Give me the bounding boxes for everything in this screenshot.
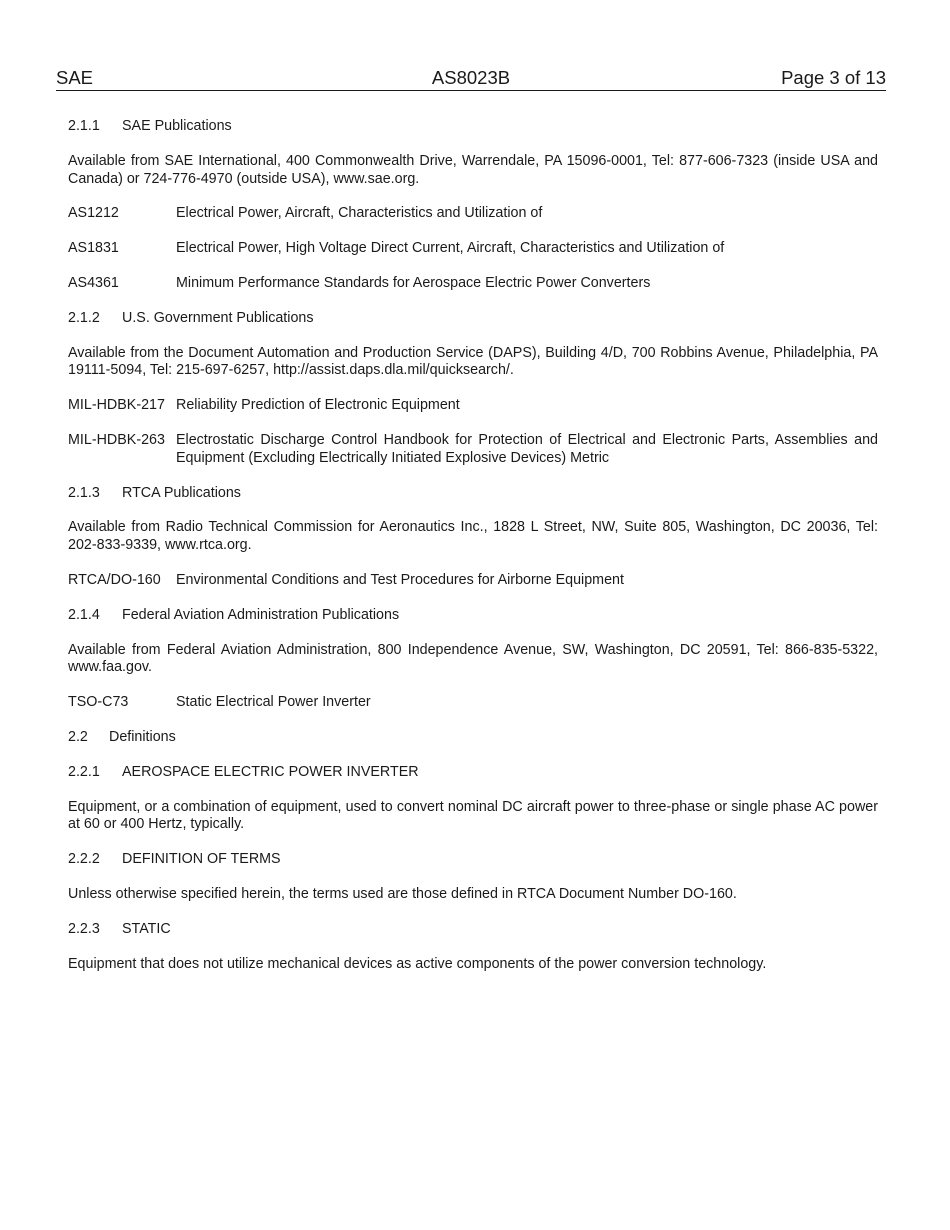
page-header: [56, 66, 886, 91]
section-heading-2-2: [68, 729, 878, 747]
reference-item: [68, 275, 878, 293]
reference-code: RTCA/DO-160: [68, 571, 161, 588]
reference-title: Electrostatic Discharge Control Handbook for Protection of Electrical and Electronic Parts, Assemblies and Equipment (Excluding Electrically Initiated Explosive Devices) Metric: [176, 431, 878, 466]
reference-title: Minimum Performance Standards for Aerospace Electric Power Converters: [176, 274, 651, 291]
section-title: STATIC: [122, 920, 171, 937]
section-paragraph: Available from Federal Aviation Administration, 800 Independence Avenue, SW, Washington, DC 20591, Tel: 866-835-5322, www.faa.gov.: [68, 641, 878, 676]
section-heading-2-1-3: [68, 485, 878, 503]
reference-title: Electrical Power, High Voltage Direct Current, Aircraft, Characteristics and Utilization of: [176, 240, 725, 257]
reference-title: Environmental Conditions and Test Procedures for Airborne Equipment: [176, 571, 624, 588]
section-heading-2-1-2: [68, 310, 878, 328]
section-paragraph: Available from Radio Technical Commission for Aeronautics Inc., 1828 L Street, NW, Suite 805, Washington, DC 20036, Tel: 202-833-9339, www.rtca.org.: [68, 519, 878, 554]
reference-item: [68, 205, 878, 223]
reference-code: AS1212: [68, 205, 119, 222]
section-title: Federal Aviation Administration Publications: [122, 606, 400, 623]
section-title: AEROSPACE ELECTRIC POWER INVERTER: [122, 763, 419, 780]
section-paragraph: Available from SAE International, 400 Commonwealth Drive, Warrendale, PA 15096-0001, Tel: 877-606-7323 (inside USA and Canada) or 724-776-4970 (outside USA), www.sae.org.: [68, 152, 878, 187]
section-paragraph: Equipment that does not utilize mechanical devices as active components of the power conversion technology.: [68, 955, 767, 972]
reference-title: Reliability Prediction of Electronic Equipment: [176, 397, 460, 414]
reference-code: MIL-HDBK-263: [68, 431, 165, 448]
section-heading-2-2-2: [68, 851, 878, 869]
reference-item: [68, 694, 878, 712]
reference-title: Electrical Power, Aircraft, Characteristics and Utilization of: [176, 205, 543, 222]
section-title: DEFINITION OF TERMS: [122, 851, 281, 868]
document-number: AS8023B: [431, 67, 511, 88]
section-heading-2-1-4: [68, 607, 878, 625]
section-paragraph: Unless otherwise specified herein, the terms used are those defined in RTCA Document Number DO-160.: [68, 885, 737, 902]
reference-item: [68, 397, 878, 415]
publisher-name: SAE: [56, 67, 94, 88]
section-title: SAE Publications: [122, 118, 232, 134]
section-title: Definitions: [109, 728, 176, 745]
section-heading-2-2-1: [68, 764, 878, 782]
section-number: 2.1.4: [68, 606, 100, 623]
section-number: 2.1.3: [68, 484, 100, 501]
section-paragraph: Equipment, or a combination of equipment, used to convert nominal DC aircraft power to three-phase or single phase AC power at 60 or 400 Hertz, typically.: [68, 798, 878, 833]
reference-code: TSO-C73: [68, 694, 129, 711]
section-number: 2.2: [68, 728, 88, 745]
reference-code: MIL-HDBK-217: [68, 397, 165, 414]
section-number: 2.2.1: [68, 763, 100, 780]
section-number: 2.2.2: [68, 851, 100, 868]
section-paragraph: Available from the Document Automation and Production Service (DAPS), Building 4/D, 700 Robbins Avenue, Philadelphia, PA 19111-5094, Tel: 215-697-6257, http://assist.daps.dla.mil/quicksearch/.: [68, 344, 878, 379]
document-body: [68, 118, 878, 990]
section-number: 2.1.1: [68, 118, 100, 134]
reference-item: [68, 432, 878, 468]
reference-code: AS4361: [68, 274, 119, 291]
reference-code: AS1831: [68, 240, 119, 257]
section-number: 2.2.3: [68, 920, 100, 937]
reference-title: Static Electrical Power Inverter: [176, 694, 371, 711]
reference-item: [68, 240, 878, 258]
section-heading-2-2-3: [68, 921, 878, 939]
section-heading-2-1-1: [68, 118, 878, 136]
page-number: Page 3 of 13: [781, 67, 886, 88]
section-number: 2.1.2: [68, 309, 100, 326]
reference-item: [68, 572, 878, 590]
section-title: RTCA Publications: [122, 484, 241, 501]
section-title: U.S. Government Publications: [122, 309, 314, 326]
